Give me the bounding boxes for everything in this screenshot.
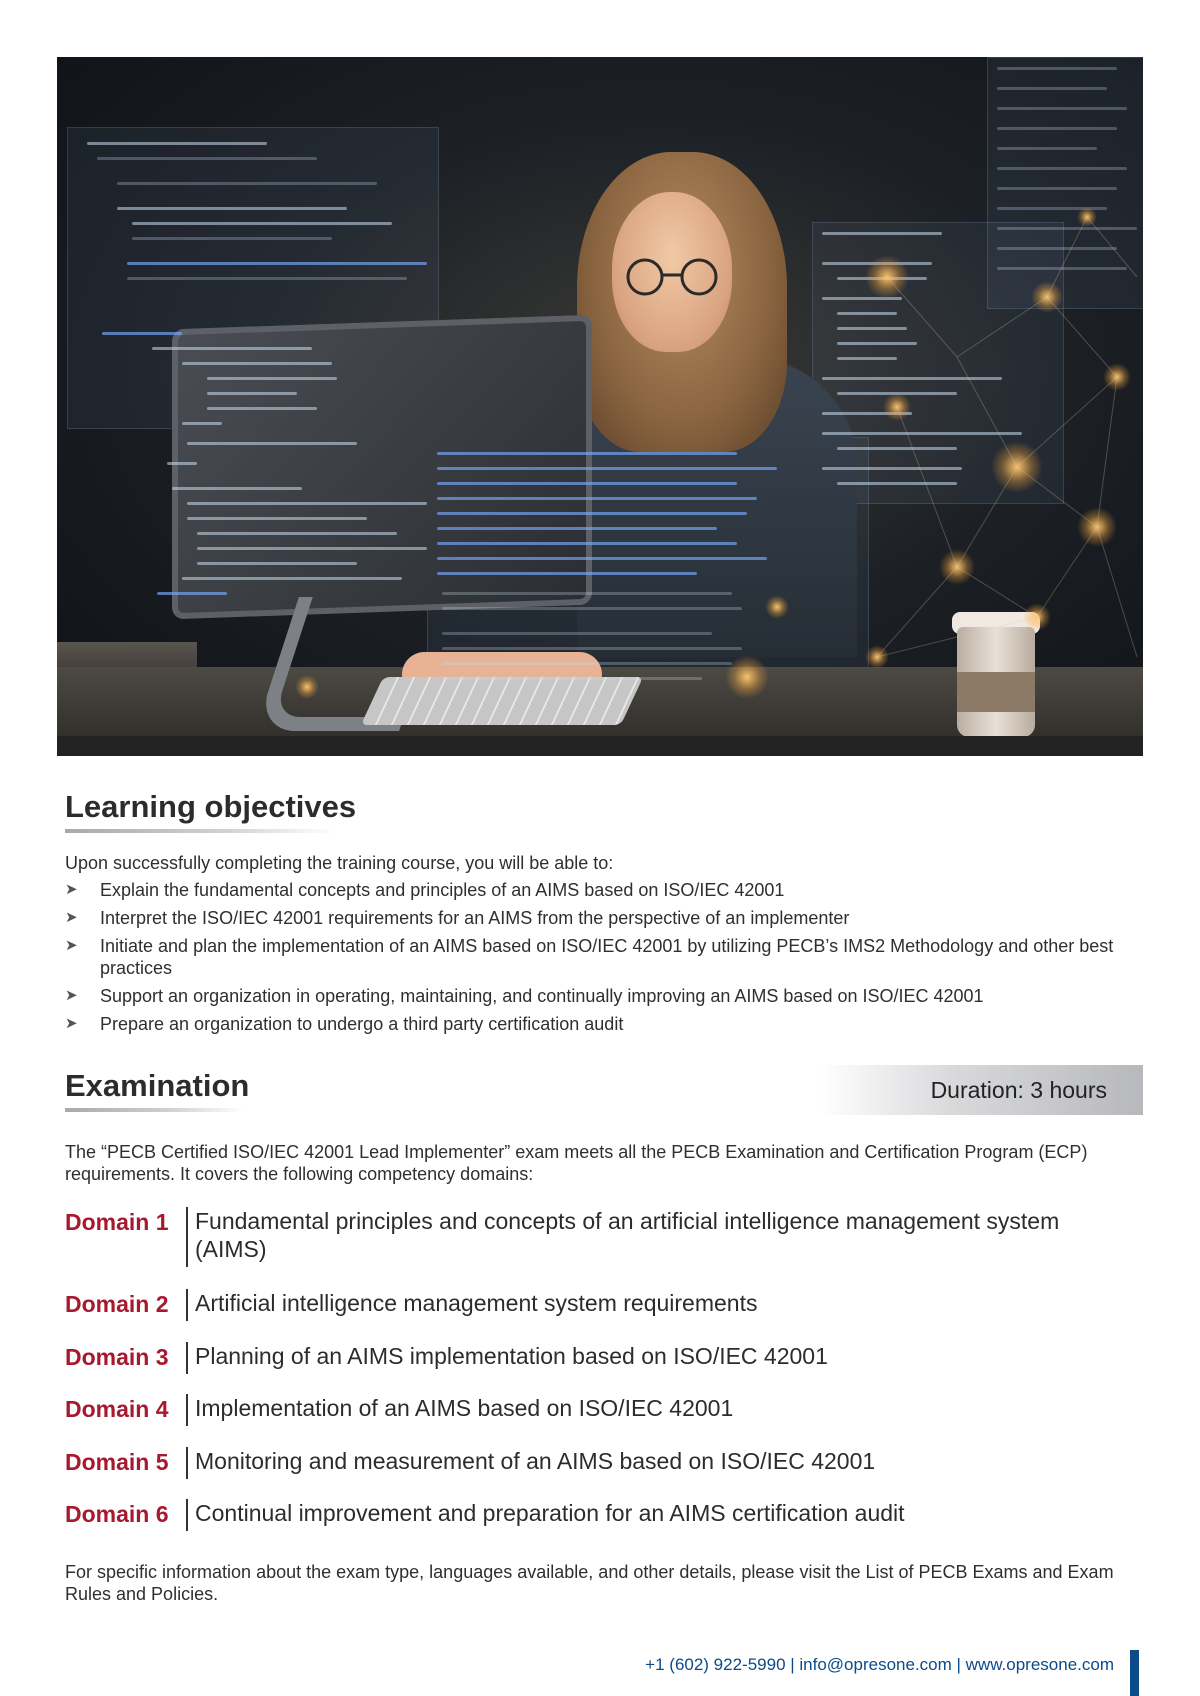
arrow-bullet-icon: ➤ xyxy=(65,937,78,954)
list-item-text: Explain the fundamental concepts and principles of an AIMS based on ISO/IEC 42001 xyxy=(100,880,785,900)
domain-label: Domain 1 xyxy=(65,1209,169,1235)
domain-separator xyxy=(186,1289,188,1321)
domain-text: Monitoring and measurement of an AIMS based on ISO/IEC 42001 xyxy=(195,1448,876,1474)
hero-photo xyxy=(57,57,1143,756)
domain-separator xyxy=(186,1447,188,1479)
domain-label: Domain 5 xyxy=(65,1449,169,1475)
domain-text: Continual improvement and preparation for an AIMS certification audit xyxy=(195,1500,905,1526)
learning-intro: Upon successfully completing the training course, you will be able to: xyxy=(65,853,614,873)
examination-heading: Examination xyxy=(65,1068,250,1103)
network-lines xyxy=(57,57,1143,756)
domain-label: Domain 4 xyxy=(65,1396,169,1422)
domain-row xyxy=(65,1499,1145,1531)
domain-label: Domain 6 xyxy=(65,1501,169,1527)
domain-row xyxy=(65,1289,1145,1321)
domain-separator xyxy=(186,1207,188,1267)
list-item xyxy=(65,1013,1145,1035)
arrow-bullet-icon: ➤ xyxy=(65,987,78,1004)
list-item xyxy=(65,907,1145,929)
arrow-bullet-icon: ➤ xyxy=(65,909,78,926)
list-item-text: Interpret the ISO/IEC 42001 requirements for an AIMS from the perspective of an implementer xyxy=(100,908,850,928)
domain-label: Domain 3 xyxy=(65,1344,169,1370)
domain-row xyxy=(65,1207,1145,1267)
domain-row xyxy=(65,1394,1145,1426)
heading-underline xyxy=(65,829,335,833)
domain-text: Planning of an AIMS implementation based on ISO/IEC 42001 xyxy=(195,1343,828,1369)
list-item-text: Prepare an organization to undergo a third party certification audit xyxy=(100,1014,624,1034)
arrow-bullet-icon: ➤ xyxy=(65,881,78,898)
heading-underline xyxy=(65,1108,245,1112)
learning-objectives-heading: Learning objectives xyxy=(65,789,357,824)
list-item xyxy=(65,935,1145,979)
domain-separator xyxy=(186,1499,188,1531)
domain-text: Artificial intelligence management system requirements xyxy=(195,1290,758,1316)
list-item-text: Initiate and plan the implementation of an AIMS based on ISO/IEC 42001 by utilizing PECB’s IMS2 Methodology and other best practices xyxy=(100,936,1114,978)
domain-text: Fundamental principles and concepts of an artificial intelligence management system (AIMS) xyxy=(195,1208,1060,1262)
domain-row xyxy=(65,1342,1145,1374)
duration-text: Duration: 3 hours xyxy=(930,1077,1107,1103)
duration-badge xyxy=(820,1065,1143,1115)
list-item xyxy=(65,985,1145,1007)
domain-label: Domain 2 xyxy=(65,1291,169,1317)
footer-accent-bar xyxy=(1130,1650,1139,1696)
domain-row xyxy=(65,1447,1145,1479)
domain-text: Implementation of an AIMS based on ISO/IEC 42001 xyxy=(195,1395,734,1421)
arrow-bullet-icon: ➤ xyxy=(65,1015,78,1032)
hero-bottom-bar xyxy=(57,736,1143,756)
domain-separator xyxy=(186,1394,188,1426)
footer-contact[interactable]: +1 (602) 922-5990 | info@opresone.com | www.opresone.com xyxy=(645,1655,1114,1674)
examination-intro: The “PECB Certified ISO/IEC 42001 Lead Implementer” exam meets all the PECB Examination and Certification Program (ECP) requirements. It covers the following competency domains: xyxy=(65,1142,1088,1184)
learning-objectives-list xyxy=(65,879,1145,1041)
list-item xyxy=(65,879,1145,901)
list-item-text: Support an organization in operating, maintaining, and continually improving an AIMS based on ISO/IEC 42001 xyxy=(100,986,984,1006)
domain-separator xyxy=(186,1342,188,1374)
examination-outro: For specific information about the exam type, languages available, and other details, please visit the List of PECB Exams and Exam Rules and Policies. xyxy=(65,1562,1114,1604)
